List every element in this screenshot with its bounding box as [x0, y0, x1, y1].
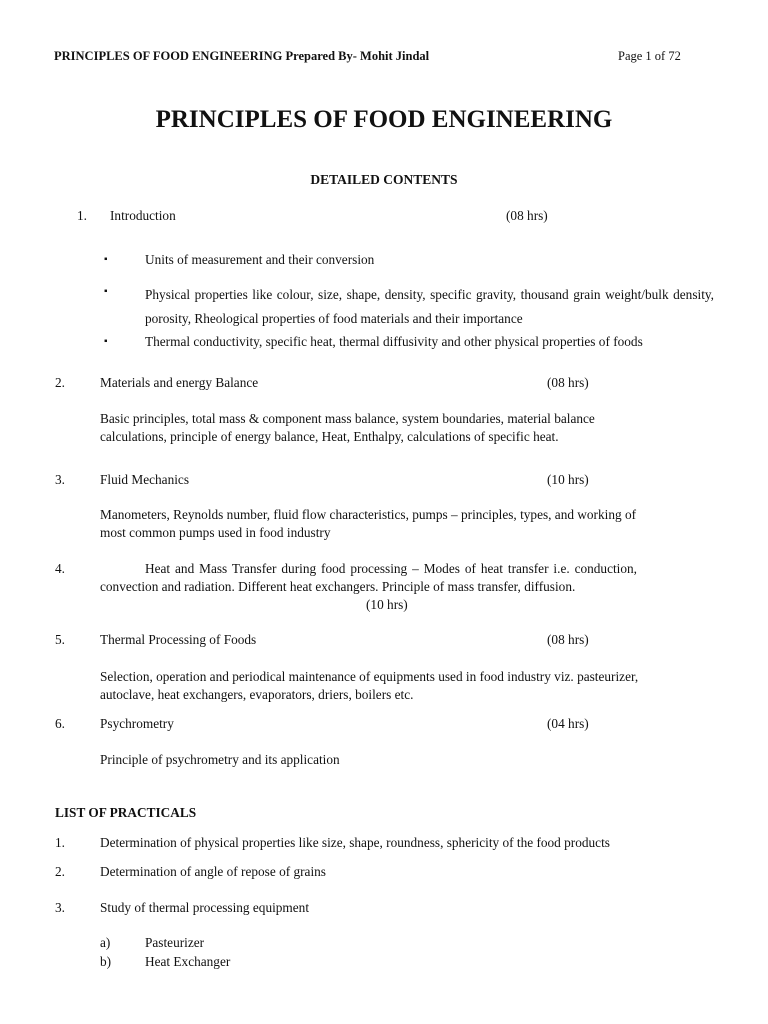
practicals-heading: LIST OF PRACTICALS — [55, 805, 197, 820]
section-description-line: Selection, operation and periodical maintenance of equipments used in food industry viz. pasteurizer, — [100, 669, 639, 684]
page-number: Page 1 of 72 — [618, 49, 681, 63]
practical-subitem-label: b) — [100, 954, 112, 969]
bullet-icon: ▪ — [104, 286, 108, 297]
section-description-line: most common pumps used in food industry — [100, 525, 331, 540]
section-number: 1. — [77, 208, 87, 223]
section-description-line: autoclave, heat exchangers, evaporators, driers, boilers etc. — [100, 687, 414, 702]
practical-subitem: Pasteurizer — [145, 935, 205, 950]
section-hours: (10 hrs) — [366, 597, 408, 612]
section-hours: (10 hrs) — [547, 472, 589, 487]
section-description-line: calculations, principle of energy balance, Heat, Enthalpy, calculations of specific heat. — [100, 429, 559, 444]
practical-item: Study of thermal processing equipment — [100, 900, 310, 915]
section-title: Psychrometry — [100, 716, 174, 731]
practical-item: Determination of angle of repose of grains — [100, 864, 326, 879]
section-title: Materials and energy Balance — [100, 375, 259, 390]
section-hours: (08 hrs) — [506, 208, 548, 223]
practical-number: 2. — [55, 864, 65, 879]
section-description-line: convection and radiation. Different heat exchangers. Principle of mass transfer, diffusion. — [100, 579, 576, 594]
bullet-icon: ▪ — [104, 254, 108, 265]
document-title: PRINCIPLES OF FOOD ENGINEERING — [155, 106, 613, 133]
section-title: Fluid Mechanics — [100, 472, 190, 487]
practical-number: 1. — [55, 835, 65, 850]
section-heading-contents: DETAILED CONTENTS — [310, 172, 458, 187]
section-title: Introduction — [110, 208, 176, 223]
section-number: 6. — [55, 716, 65, 731]
section-description-line: Manometers, Reynolds number, fluid flow characteristics, pumps – principles, types, and working of — [100, 507, 637, 522]
section-hours: (04 hrs) — [547, 716, 589, 731]
section-number: 2. — [55, 375, 65, 390]
section-number: 5. — [55, 632, 65, 647]
bullet-item: Physical properties like colour, size, shape, density, specific gravity, thousand grain weight/bulk density, porosity, Rheological properties of food materials and their importance — [145, 287, 714, 326]
bullet-item: Thermal conductivity, specific heat, thermal diffusivity and other physical properties of foods — [145, 334, 643, 349]
section-number: 4. — [55, 561, 65, 576]
section-number: 3. — [55, 472, 65, 487]
bullet-item: Units of measurement and their conversion — [145, 252, 375, 267]
page-header-title: PRINCIPLES OF FOOD ENGINEERING Prepared By- Mohit Jindal — [54, 49, 430, 63]
section-title: Heat and Mass Transfer during food processing – Modes of heat transfer i.e. conduction, — [145, 561, 637, 576]
practical-subitem-label: a) — [100, 935, 111, 950]
practical-item: Determination of physical properties like size, shape, roundness, sphericity of the food products — [100, 835, 610, 850]
practical-subitem: Heat Exchanger — [145, 954, 231, 969]
section-description-line: Principle of psychrometry and its application — [100, 752, 340, 767]
practical-number: 3. — [55, 900, 65, 915]
bullet-icon: ▪ — [104, 336, 108, 347]
section-title: Thermal Processing of Foods — [100, 632, 257, 647]
section-hours: (08 hrs) — [547, 375, 589, 390]
section-hours: (08 hrs) — [547, 632, 589, 647]
section-description-line: Basic principles, total mass & component mass balance, system boundaries, material balance — [100, 411, 595, 426]
